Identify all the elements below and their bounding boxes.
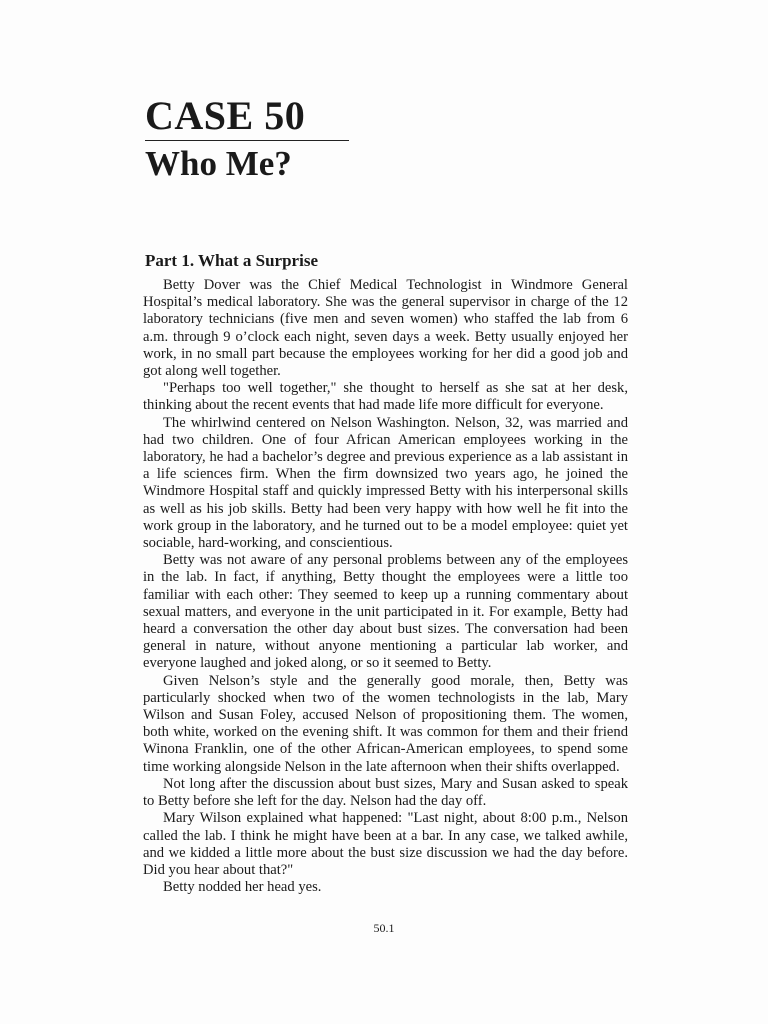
body-text xyxy=(143,277,628,896)
paragraph: Mary Wilson explained what happened: "Last night, about 8:00 p.m., Nelson called the lab. I think he might have been at a bar. In any case, we talked awhile, and we kidded a little more about the bust size discussion we had the day before. Did you hear about that?" xyxy=(143,810,628,878)
case-title: Who Me? xyxy=(145,144,292,183)
paragraph: Betty was not aware of any personal problems between any of the employees in the lab. In fact, if anything, Betty thought the employees were a little too familiar with each other: They seemed to keep up a running commentary about sexual matters, and everyone in the unit participated in it. For example, Betty had heard a conversation the other day about bust sizes. The conversation had been general in nature, without anyone mentioning a particular lab worker, and everyone laughed and joked along, or so it seemed to Betty. xyxy=(143,552,628,672)
paragraph: Given Nelson’s style and the generally good morale, then, Betty was particularly shocked when two of the women technologists in the lab, Mary Wilson and Susan Foley, accused Nelson of propositioning them. The women, both white, worked on the evening shift. It was common for them and their friend Winona Franklin, one of the other African-American employees, to spend some time working alongside Nelson in the late afternoon when their shifts overlapped. xyxy=(143,672,628,775)
paragraph: The whirlwind centered on Nelson Washington. Nelson, 32, was married and had two children. One of four African American employees working in the laboratory, he had a bachelor’s degree and previous experience as a lab assistant in a life sciences firm. When the firm downsized two years ago, he joined the Windmore Hospital staff and quickly impressed Betty with his interpersonal skills as well as his job skills. Betty had been very happy with how well he fit into the work group in the laboratory, and he turned out to be a model employee: quiet yet sociable, hard-working, and conscientious. xyxy=(143,414,628,552)
case-number-heading: CASE 50 xyxy=(145,93,306,138)
paragraph: Betty Dover was the Chief Medical Technologist in Windmore General Hospital’s medical laboratory. She was the general supervisor in charge of the 12 laboratory technicians (five men and seven women) who staffed the lab from 6 a.m. through 9 o’clock each night, seven days a week. Betty usually enjoyed her work, in no small part because the employees working for her did a good job and got along well together. xyxy=(143,277,628,380)
part-heading: Part 1. What a Surprise xyxy=(145,251,318,270)
paragraph: Betty nodded her head yes. xyxy=(163,879,322,896)
title-underline-rule xyxy=(145,140,349,141)
paragraph: Not long after the discussion about bust sizes, Mary and Susan asked to speak to Betty before she left for the day. Nelson had the day off. xyxy=(143,775,628,810)
paragraph: "Perhaps too well together," she thought to herself as she sat at her desk, thinking about the recent events that had made life more difficult for everyone. xyxy=(143,380,628,414)
page-number: 50.1 xyxy=(373,921,395,935)
